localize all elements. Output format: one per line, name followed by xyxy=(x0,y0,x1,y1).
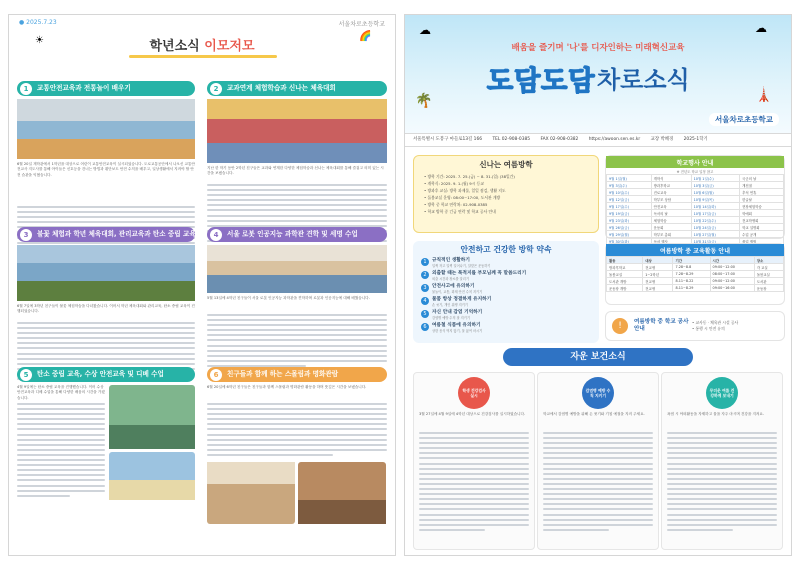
health-badge: 무더운 여름 건강하게 보내기 xyxy=(706,377,738,409)
care-box xyxy=(605,243,785,305)
schedule-row xyxy=(607,175,784,182)
construction-box xyxy=(605,311,785,341)
newsletter-logo-sub: 차로소식 xyxy=(597,66,690,94)
page-title xyxy=(9,35,395,54)
safety-item xyxy=(421,297,591,307)
safety-subtext: 물놀이, 교통, 화재 안전 수칙 지키기 xyxy=(432,290,483,294)
safety-text: 안전사고에 유의하기 xyxy=(432,284,475,289)
schedule-cell: 진로교육 xyxy=(651,189,691,196)
summer-line: • 방학 기간: 2025. 7. 25.(금) ~ 8. 31.(일) (38일간) xyxy=(424,174,515,179)
construction-line: • 교사동 · 체육관 시설 공사 xyxy=(692,320,739,325)
summer-line: • 학교 방학 중 긴급 연락 및 학교 공사 안내 xyxy=(424,209,496,214)
info-bar xyxy=(405,133,791,147)
health-banner: 자운 보건소식 xyxy=(503,348,693,366)
issue-date: ● 2025.7.23 xyxy=(19,19,57,26)
schedule-row xyxy=(607,231,784,238)
care-cell: 돌봄교실 xyxy=(754,271,783,278)
summer-line: • 방과후 교실: 방학 과제물, 일일 점검, 생활 지도 xyxy=(424,188,506,193)
summer-line: • 돌봄교실 운영: 08:00~17:00, 도서관 개방 xyxy=(424,195,501,200)
care-cell: 도서관 개방 xyxy=(607,278,643,285)
care-cell: 09:00~16:00 xyxy=(710,285,754,292)
schedule-cell: 10월 6일(월) xyxy=(691,189,739,196)
section-6-photos xyxy=(207,459,387,524)
care-cell: 09:00~12:00 xyxy=(710,278,754,285)
slogan: 배움을 즐기며 '나'를 디자인하는 미래혁신교육 xyxy=(511,43,685,53)
principal: 교장 박혜경 xyxy=(650,137,674,142)
section-text: 지난 한 학기 동안 2학년 친구들은 교과와 연계한 다양한 체험학습과 신나는 체육대회를 통해 즐겁고 의미 있는 시간을 보냈습니다. xyxy=(207,166,384,176)
schedule-cell: 개학식 xyxy=(651,175,691,182)
health-badge: 학생 건강검사 실시 xyxy=(458,377,490,409)
health-column xyxy=(413,372,535,550)
health-text-lines xyxy=(538,430,658,531)
care-row xyxy=(607,271,784,278)
safety-item xyxy=(421,323,591,333)
summer-line: • 방학 중 학교 연락처: 02-908-0385 xyxy=(424,202,488,207)
schedule-cell: 수업 공개 xyxy=(740,231,784,238)
section-title: 교과연계 체험학습과 신나는 체육대회 xyxy=(227,84,336,92)
newsletter-logo: 도담도담 xyxy=(487,66,596,97)
schedule-cell: 10월 3일(금) xyxy=(691,182,739,189)
photo xyxy=(17,245,195,301)
section-header xyxy=(17,367,195,382)
safety-subtext: 일찍 자고 일찍 일어나기, 알맞은 운동하기 xyxy=(432,264,491,268)
schedule-cell: 10월 14일(화) xyxy=(691,203,739,210)
title-prefix: 학년소식 xyxy=(149,39,200,54)
schedule-cell: 한글날 xyxy=(740,196,784,203)
schedule-cell: 독서 행사 xyxy=(651,238,691,245)
construction-line: • 통행 시 안전 유의 xyxy=(692,326,725,331)
title-underline xyxy=(129,55,277,58)
schedule-row xyxy=(607,210,784,217)
cloud-icon: ☁ xyxy=(419,23,431,37)
schedule-row xyxy=(607,182,784,189)
section-3 xyxy=(17,227,195,383)
schedule-cell: 학예회 xyxy=(740,210,784,217)
schedule-cell: 9월 17일(수) xyxy=(607,203,652,210)
care-cell: 1~2학년 xyxy=(643,271,673,278)
schedule-row xyxy=(607,196,784,203)
schedule-cell: 방과후학교 xyxy=(651,182,691,189)
safety-item xyxy=(421,284,591,294)
section-title: 서울 로봇 인공지능 과학관 견학 및 세명 수업 xyxy=(227,230,358,238)
palm-tree-icon: 🌴 xyxy=(415,93,433,109)
care-row xyxy=(607,264,784,271)
schedule-row xyxy=(607,224,784,231)
schedule-cell: 9월 19일(금) xyxy=(607,210,652,217)
section-5-content xyxy=(17,385,195,500)
care-cell: 08:00~17:00 xyxy=(710,271,754,278)
safety-item xyxy=(421,258,591,268)
masthead-banner xyxy=(405,15,791,133)
care-cell: 운동장 개방 xyxy=(607,285,643,292)
safety-item-body xyxy=(432,258,490,268)
care-header-cell: 대상 xyxy=(643,257,673,264)
section-title: 탄소 중립 교육, 수상 안전교육 및 디베 수업 xyxy=(37,370,164,378)
school-tag: 서울차로초등학교 xyxy=(338,21,385,28)
cloud-icon: ☁ xyxy=(755,21,767,35)
summer-title: 신나는 여름방학 xyxy=(479,160,533,169)
schedule-cell: 10월 22일(수) xyxy=(691,217,739,224)
safety-text: 외출할 때는 목적지를 부모님께 꼭 말씀드리기 xyxy=(432,271,527,276)
safety-text: 물품 항상 정결하게 유지하기 xyxy=(432,297,492,302)
safety-text: 자신 안내 감염 기억하기 xyxy=(432,310,483,315)
schedule-cell: 9월 26일(금) xyxy=(607,224,652,231)
section-6 xyxy=(207,367,387,524)
safety-number: 1 xyxy=(421,258,429,266)
safety-title: 안전하고 건강한 방학 약속 xyxy=(460,245,552,254)
schedule-cell: 체험학습 xyxy=(651,217,691,224)
section-text-lines xyxy=(207,314,387,367)
section-text-lines xyxy=(207,403,387,456)
title-accent: 이모저모 xyxy=(204,39,255,54)
section-4 xyxy=(207,227,387,370)
section-header xyxy=(207,227,387,242)
phone: TEL 02-908-0385 xyxy=(492,137,531,142)
safety-item-body xyxy=(432,284,482,294)
lighthouse-icon: 🗼 xyxy=(755,87,773,103)
health-text: 3월 27일에 4월 9일에 4학년 대상으로 건강검사를 실시하였습니다. xyxy=(419,412,526,416)
schedule-cell: 10월 1일(수) xyxy=(691,175,739,182)
schedule-cell: 10월 27일(월) xyxy=(691,231,739,238)
health-text: 학교에서 감염병 예방을 위해 손 씻기와 기침 예절을 지켜 주세요. xyxy=(543,412,645,416)
schedule-cell: 추석 연휴 xyxy=(740,189,784,196)
fax: FAX 02-908-0382 xyxy=(540,137,579,142)
photo xyxy=(298,462,386,524)
care-header-cell: 시간 xyxy=(710,257,754,264)
care-row xyxy=(607,285,784,292)
section-text: 5월 13일에 4학년 친구들이 서울 로봇 인공지능 과학관을 견학하며 로봇과 인공지능에 대해 배웠습니다. xyxy=(207,296,370,300)
care-cell: 8.11~8.22 xyxy=(673,278,710,285)
schedule-row xyxy=(607,217,784,224)
schedule-cell: 9월 30일(화) xyxy=(607,238,652,245)
health-text-lines xyxy=(662,430,782,531)
section-number: 4 xyxy=(210,229,222,241)
photo xyxy=(207,462,295,524)
schedule-cell: 학교 설명회 xyxy=(740,224,784,231)
section-title: 교통안전교육과 전통놀이 배우기 xyxy=(37,84,131,92)
schedule-cell: 10월 31일(금) xyxy=(691,238,739,245)
schedule-subtitle: ※ 전년도 학교 일정 참고 xyxy=(676,169,714,174)
safety-number: 2 xyxy=(421,271,429,279)
website-link[interactable]: https://awoon.sen.es.kr xyxy=(588,137,641,142)
section-title: 불꽃 체험과 학년 체육대회, 관리교육과 탄소 중립 교육 xyxy=(37,230,196,238)
schedule-row xyxy=(607,203,784,210)
photo xyxy=(207,245,387,293)
schedule-cell: 학부모 총회 xyxy=(651,231,691,238)
safety-text: 규칙적인 생활하기 xyxy=(432,258,470,263)
care-cell: 09:00~12:00 xyxy=(710,264,754,271)
care-cell: 7.28~8.29 xyxy=(673,271,710,278)
care-row xyxy=(607,278,784,285)
school-name: 서울차로초등학교 xyxy=(709,113,779,126)
schedule-cell: 10월 24일(금) xyxy=(691,224,739,231)
safety-subtext: 외출 시간과 장소를 알리기 xyxy=(432,277,469,281)
construction-lines xyxy=(692,320,738,332)
safety-number: 6 xyxy=(421,323,429,331)
care-header-row xyxy=(607,257,784,264)
schedule-cell: 운동회 xyxy=(651,224,691,231)
section-header xyxy=(207,81,387,96)
summer-line: • 개학식: 2025. 9. 1.(월) 9시 등교 xyxy=(424,181,484,186)
address: 서울특별시 도봉구 마들로13길 166 xyxy=(413,137,483,142)
photo xyxy=(109,385,195,449)
safety-box xyxy=(413,241,599,343)
section-text: 6월 20일 재학관에서 1학년을 대상으로 어린이 교통안전교육이 실시되었습니다. 도로교통공단에서 나오신 교통안전교사 지도사를 통해 아이들은 신호등을 건너는 방법과 횡단보도 안전 수칙을 배우고, 일상생활에서 지켜야 할 안전 습관을 익혔습니다. xyxy=(17,162,195,177)
photo xyxy=(17,99,195,159)
safety-number: 3 xyxy=(421,284,429,292)
care-title: 여름방학 중 교육활동 안내 xyxy=(606,244,784,256)
care-cell: 전교생 xyxy=(643,264,673,271)
safety-item-body xyxy=(432,297,491,307)
safety-list xyxy=(413,258,599,333)
care-cell: 전교생 xyxy=(643,285,673,292)
safety-number: 5 xyxy=(421,310,429,318)
schedule-cell: 9월 1일(월) xyxy=(607,175,652,182)
safety-number: 4 xyxy=(421,297,429,305)
care-cell: 운동장 xyxy=(754,285,783,292)
section-number: 2 xyxy=(210,83,222,95)
safety-subtext: 손 씻기, 개인 위생 지키기 xyxy=(432,303,468,307)
health-text: 폭염 시 야외활동을 자제하고 물을 자주 마시며 건강을 지켜요. xyxy=(667,412,765,416)
care-cell: 각 교실 xyxy=(754,264,783,271)
schedule-cell: 학부모 상담 xyxy=(651,196,691,203)
photo xyxy=(207,99,387,163)
care-header-cell: 장소 xyxy=(754,257,783,264)
schedule-cell: 10월 17일(금) xyxy=(691,210,739,217)
section-number: 3 xyxy=(20,229,32,241)
safety-item-body xyxy=(432,310,482,320)
schedule-title: 학교행사 안내 xyxy=(606,156,784,168)
section-header xyxy=(17,227,195,242)
photo xyxy=(109,452,195,500)
section-text: 6월 7일에 3학년 친구들이 불꽃 체험학습을 다녀왔습니다. 이어서 학년 체육대회와 관리교육, 탄소 중립 교육이 진행되었습니다. xyxy=(17,304,195,314)
schedule-cell: 현장체험학습 xyxy=(740,203,784,210)
care-cell: 8.11~8.29 xyxy=(673,285,710,292)
section-5 xyxy=(17,367,195,500)
issue-number: 2025-1학기 xyxy=(683,137,708,142)
health-text-lines xyxy=(414,430,534,531)
schedule-cell: 10월 9일(목) xyxy=(691,196,739,203)
section-text-lines xyxy=(17,403,105,497)
section-number: 1 xyxy=(20,83,32,95)
safety-item xyxy=(421,271,591,281)
safety-subtext: 감염병 예방 수칙 잘 지키기 xyxy=(432,316,470,320)
schedule-cell: 9월 23일(화) xyxy=(607,217,652,224)
schedule-cell: 전교학생회 xyxy=(740,217,784,224)
care-header-cell: 기간 xyxy=(673,257,710,264)
section-text: 4월 9일에는 탄소 중립 교육을 진행했습니다. 이어 수상 안전교육과 디베 수업을 통해 다양한 배움의 시간을 가졌습니다. xyxy=(17,385,105,400)
construction-title: 여름방학 중 학교 공사 안내 xyxy=(634,319,689,332)
schedule-table xyxy=(606,174,784,245)
left-page xyxy=(8,14,396,556)
schedule-cell: 안전교육 xyxy=(651,203,691,210)
care-cell: 전교생 xyxy=(643,278,673,285)
schedule-cell: 9월 3일(수) xyxy=(607,182,652,189)
health-column xyxy=(661,372,783,550)
safety-text: 여름철 식품에 유의하기 xyxy=(432,323,481,328)
health-badge: 감염병 예방 수칙 지키기 xyxy=(582,377,614,409)
section-text: 6월 20일에 6학년 친구들은 친구들과 함께 스몰림과 명화관람 활동을 하며 뜻깊은 시간을 보냈습니다. xyxy=(207,385,367,389)
care-cell: 도서관 xyxy=(754,278,783,285)
care-cell: 돌봄교실 xyxy=(607,271,643,278)
section-5-text-column xyxy=(17,385,105,500)
schedule-cell: 졸업 앨범 xyxy=(740,238,784,245)
care-table xyxy=(606,256,784,292)
schedule-cell: 9월 29일(월) xyxy=(607,231,652,238)
right-page xyxy=(404,14,792,556)
schedule-cell: 국군의 날 xyxy=(740,175,784,182)
warning-icon: ! xyxy=(612,318,628,334)
care-header-cell: 활동 xyxy=(607,257,643,264)
safety-item-body xyxy=(432,323,482,333)
rainbow-icon: 🌈 xyxy=(359,31,372,42)
schedule-cell: 독서의 날 xyxy=(651,210,691,217)
schedule-cell: 9월 10일(수) xyxy=(607,189,652,196)
schedule-row xyxy=(607,189,784,196)
safety-item xyxy=(421,310,591,320)
section-header xyxy=(207,367,387,382)
schedule-box xyxy=(605,155,785,244)
schedule-cell: 9월 12일(금) xyxy=(607,196,652,203)
care-cell: 방과후학교 xyxy=(607,264,643,271)
summer-vacation-box xyxy=(413,155,599,233)
section-number: 6 xyxy=(210,369,222,381)
safety-item-body xyxy=(432,271,526,281)
section-number: 5 xyxy=(20,369,32,381)
safety-subtext: 상한 음식 먹지 않기, 물 끓여 마시기 xyxy=(432,329,483,333)
section-title: 친구들과 함께 하는 스몰림과 명화관람 xyxy=(227,370,339,378)
section-header xyxy=(17,81,195,96)
sun-icon: ☀ xyxy=(35,35,44,46)
health-column xyxy=(537,372,659,550)
section-5-photo-column xyxy=(109,385,195,500)
care-cell: 7.28~8.8 xyxy=(673,264,710,271)
schedule-cell: 개천절 xyxy=(740,182,784,189)
